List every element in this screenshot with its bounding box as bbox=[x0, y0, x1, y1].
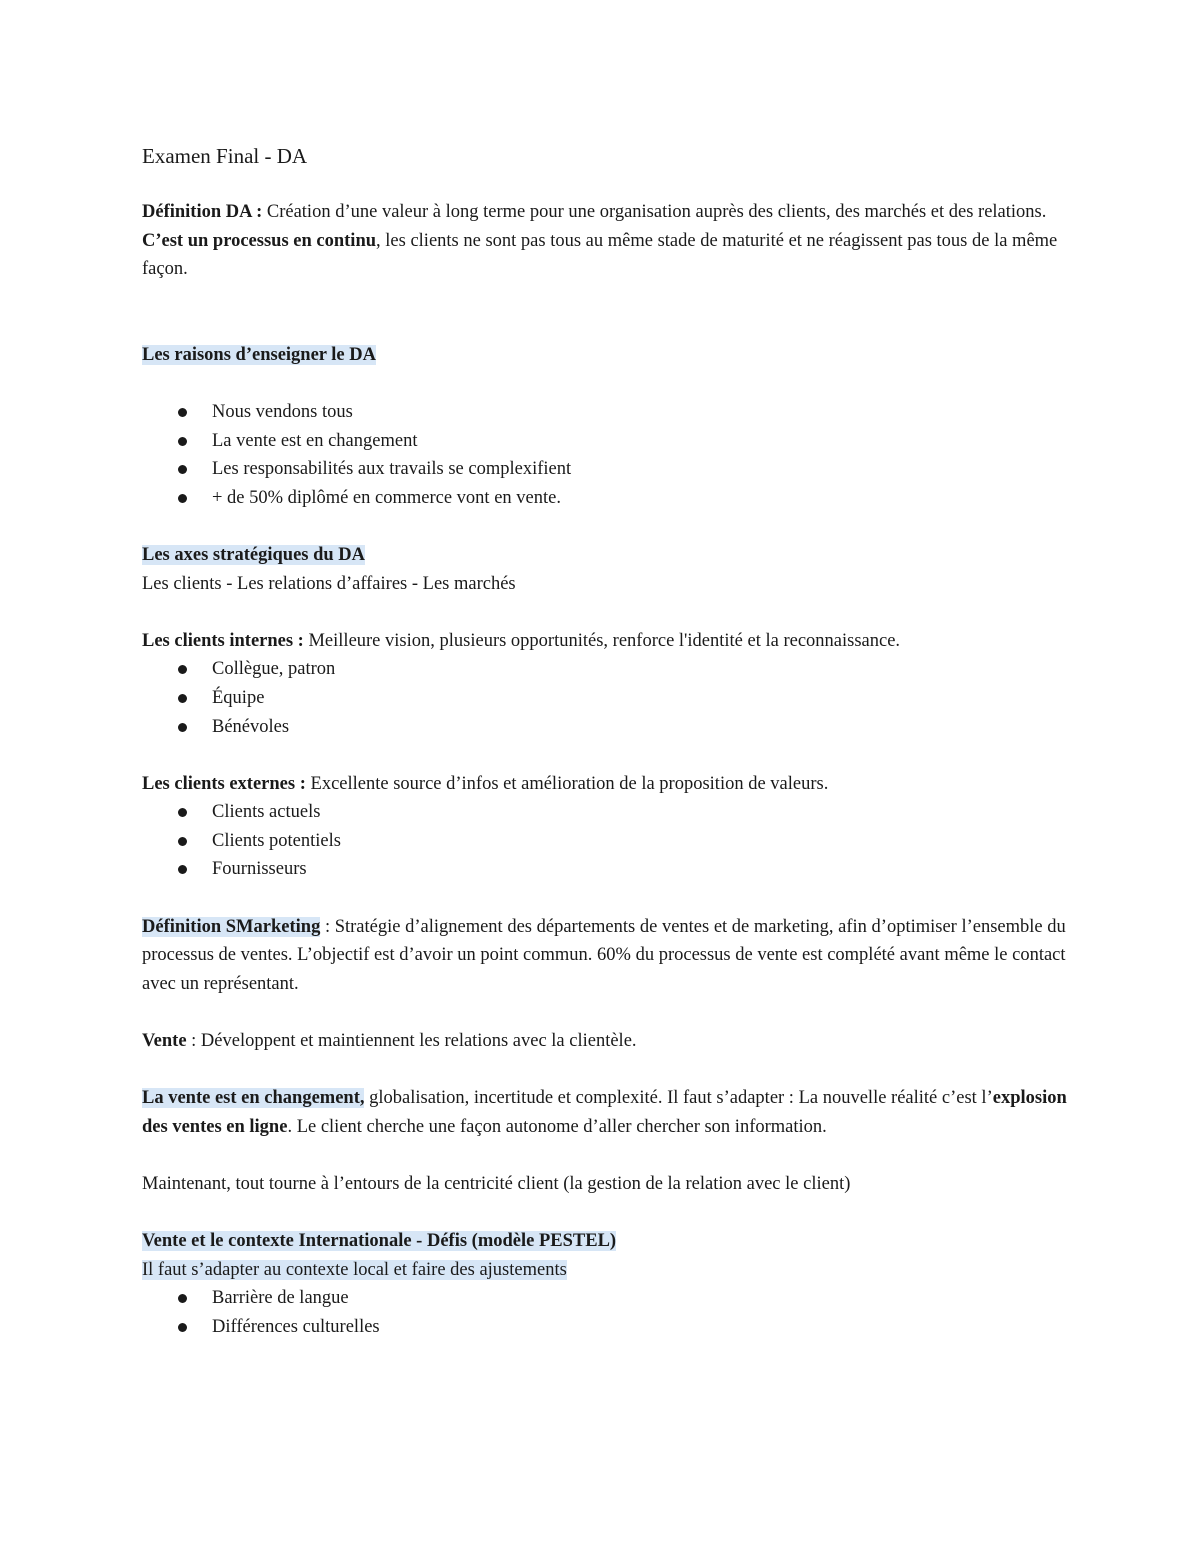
smarketing-label: Définition SMarketing bbox=[142, 916, 321, 937]
definition-da-text: Création d’une valeur à long terme pour une organisation auprès des clients, des marchés et des relations. bbox=[262, 202, 1047, 222]
definition-da-label: Définition DA : bbox=[142, 202, 263, 222]
bullet-icon bbox=[178, 865, 187, 874]
vente-label: Vente bbox=[142, 1031, 187, 1052]
changement-paragraph bbox=[142, 1084, 1072, 1141]
document-title: Examen Final - DA bbox=[142, 144, 308, 168]
bullet-icon bbox=[178, 1323, 187, 1332]
bullet-icon bbox=[178, 808, 187, 817]
list-item: Collègue, patron bbox=[142, 655, 1072, 684]
list-item: Les responsabilités aux travails se complexifient bbox=[142, 455, 1072, 484]
changement-bold: explosion des ventes en ligne bbox=[142, 1088, 1067, 1137]
clients-internes-text: Meilleure vision, plusieurs opportunités, renforce l'identité et la reconnaissance. bbox=[303, 630, 901, 651]
changement-text-2: . Le client cherche une façon autonome d’aller chercher son information. bbox=[287, 1116, 827, 1137]
international-heading bbox=[142, 1227, 1072, 1256]
list-item: Équipe bbox=[142, 684, 1072, 713]
axes-heading bbox=[142, 541, 1072, 570]
list-item: Nous vendons tous bbox=[142, 398, 1072, 427]
vente-text: : Développent et maintiennent les relations avec la clientèle. bbox=[186, 1031, 637, 1052]
clients-internes-label: Les clients internes : bbox=[142, 630, 304, 651]
processus-paragraph bbox=[142, 227, 1072, 284]
list-item: Clients actuels bbox=[142, 798, 1072, 827]
bullet-icon bbox=[178, 437, 187, 446]
raisons-heading-text: Les raisons d’enseigner le DA bbox=[142, 344, 376, 365]
raisons-list bbox=[142, 398, 1072, 512]
raisons-heading bbox=[142, 341, 1072, 370]
bullet-icon bbox=[178, 408, 187, 417]
clients-externes-text: Excellente source d’infos et amélioration de la proposition de valeurs. bbox=[305, 773, 829, 794]
list-item: Clients potentiels bbox=[142, 827, 1072, 856]
clients-externes-list bbox=[142, 798, 1072, 884]
international-heading-text: Vente et le contexte Internationale - Défis (modèle PESTEL) bbox=[142, 1231, 617, 1252]
international-list bbox=[142, 1284, 1072, 1341]
international-subheading-text: Il faut s’adapter au contexte local et faire des ajustements bbox=[142, 1259, 567, 1280]
bullet-icon bbox=[178, 494, 187, 503]
clients-externes-label: Les clients externes : bbox=[142, 773, 306, 794]
list-item: La vente est en changement bbox=[142, 427, 1072, 456]
list-item: Barrière de langue bbox=[142, 1284, 1072, 1313]
bullet-icon bbox=[178, 694, 187, 703]
vente-paragraph bbox=[142, 1027, 1072, 1056]
changement-label: La vente est en changement, bbox=[142, 1088, 365, 1109]
bullet-icon bbox=[178, 837, 187, 846]
clients-internes-paragraph bbox=[142, 627, 1072, 656]
list-item: Bénévoles bbox=[142, 713, 1072, 742]
processus-label: C’est un processus en continu bbox=[142, 230, 377, 251]
processus-text: , les clients ne sont pas tous au même stade de maturité et ne réagissent pas tous de la même façon. bbox=[142, 230, 1058, 280]
smarketing-text: : Stratégie d’alignement des départements de ventes et de marketing, afin d’optimiser l’ensemble du processus de ventes. L’objectif est d’avoir un point commun. 60% du processus de vente est complété avant même le contact avec un représentant. bbox=[142, 916, 1066, 994]
bullet-icon bbox=[178, 665, 187, 674]
bullet-icon bbox=[178, 465, 187, 474]
changement-text-1: globalisation, incertitude et complexité. Il faut s’adapter : La nouvelle réalité c’est l’ bbox=[364, 1088, 993, 1109]
international-subheading bbox=[142, 1256, 1072, 1285]
smarketing-paragraph bbox=[142, 913, 1072, 999]
clients-internes-list bbox=[142, 655, 1072, 741]
list-item: Fournisseurs bbox=[142, 855, 1072, 884]
list-item: Différences culturelles bbox=[142, 1313, 1072, 1342]
clients-externes-paragraph bbox=[142, 770, 1072, 799]
axes-heading-text: Les axes stratégiques du DA bbox=[142, 544, 366, 565]
axes-text: Les clients - Les relations d’affaires - Les marchés bbox=[142, 573, 516, 594]
bullet-icon bbox=[178, 1294, 187, 1303]
document-page bbox=[142, 140, 1072, 1342]
bullet-icon bbox=[178, 723, 187, 732]
centricite-paragraph: Maintenant, tout tourne à l’entours de la centricité client (la gestion de la relation avec le client) bbox=[142, 1174, 851, 1194]
definition-da-paragraph bbox=[142, 198, 1072, 227]
list-item: + de 50% diplômé en commerce vont en vente. bbox=[142, 484, 1072, 513]
